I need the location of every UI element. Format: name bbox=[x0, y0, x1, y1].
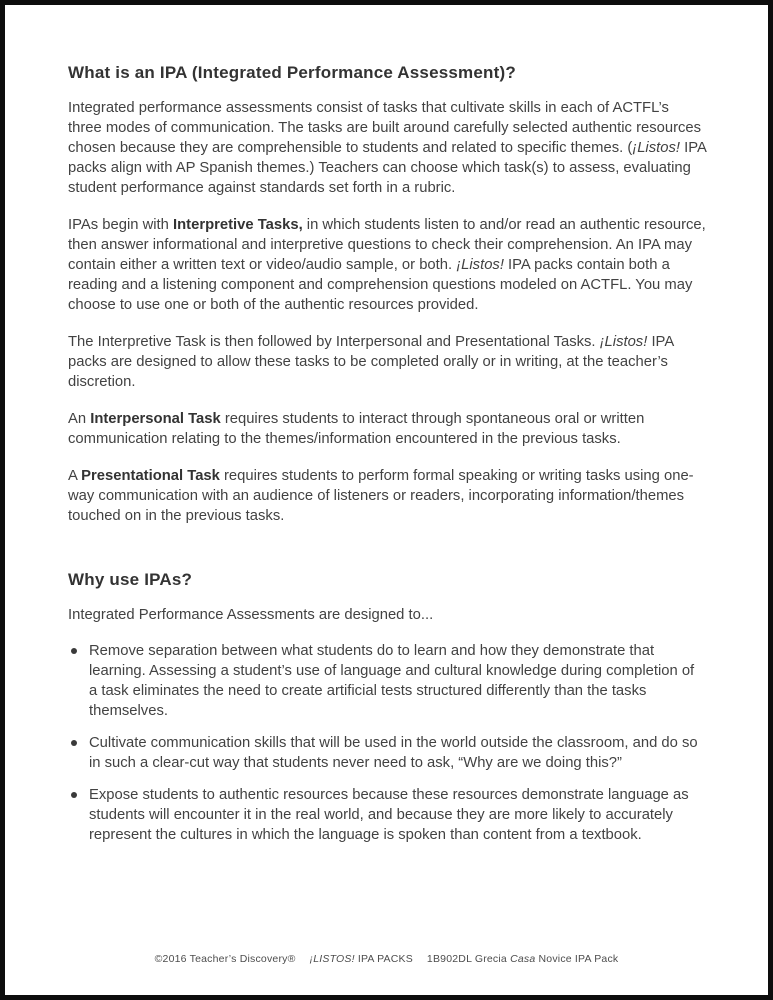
heading-why-use-ipas: Why use IPAs? bbox=[68, 570, 193, 589]
why-bullet-list bbox=[68, 641, 706, 845]
bullet-icon bbox=[71, 792, 77, 798]
heading-what-is-ipa: What is an IPA (Integrated Performance Assessment)? bbox=[68, 63, 516, 82]
bullet-icon bbox=[71, 740, 77, 746]
section-what-is-ipa bbox=[68, 63, 706, 526]
bullet-item-remove-separation bbox=[68, 641, 706, 721]
page-content bbox=[5, 5, 768, 845]
page-footer bbox=[5, 953, 768, 965]
bullet-text: Remove separation between what students do to learn and how they demonstrate that learning. Assessing a student’s use of language and cultural knowledge during completion of a task eliminates the need to create artificial tests structured differently than the tasks themselves. bbox=[89, 643, 695, 719]
paragraph-task-sequence: The Interpretive Task is then followed by Interpersonal and Presentational Tasks. ¡Listos! IPA packs are designed to allow these tasks to be completed orally or in writing, at the teacher’s discretion. bbox=[68, 334, 674, 390]
footer-copyright: ©2016 Teacher’s Discovery® bbox=[154, 953, 296, 965]
section-why-use-ipas bbox=[68, 570, 706, 845]
bullet-icon bbox=[71, 648, 77, 654]
paragraph-presentational-task: A Presentational Task requires students to perform formal speaking or writing tasks using one-way communication with an audience of listeners or readers, incorporating information/themes touched on in the previous tasks. bbox=[68, 468, 694, 524]
bullet-item-expose-authentic-resources bbox=[68, 785, 706, 845]
footer-pack-id: 1B902DL Grecia Casa Novice IPA Pack bbox=[426, 953, 619, 965]
why-intro-text: Integrated Performance Assessments are designed to... bbox=[68, 607, 434, 623]
bullet-item-cultivate-communication bbox=[68, 733, 706, 773]
paragraph-ipa-overview: Integrated performance assessments consist of tasks that cultivate skills in each of ACTFL’s three modes of communication. The tasks are built around carefully selected authentic resources chosen because they are comprehensible to students and related to specific themes. (¡Listos! IPA packs align with AP Spanish themes.) Teachers can choose which task(s) to assess, evaluating student performance against standards set forth in a rubric. bbox=[68, 100, 707, 196]
bullet-text: Cultivate communication skills that will be used in the world outside the classroom, and do so in such a clear-cut way that students never need to ask, “Why are we doing this?” bbox=[89, 735, 698, 771]
bullet-text: Expose students to authentic resources because these resources demonstrate language as students will encounter it in the real world, and because they are more likely to accurately represent the cultures in which the language is spoken than content from a textbook. bbox=[89, 787, 689, 843]
paragraph-interpersonal-task: An Interpersonal Task requires students to interact through spontaneous oral or written communication relating to the themes/information encountered in the previous tasks. bbox=[68, 411, 645, 447]
footer-product-line: ¡LISTOS! IPA PACKS bbox=[309, 953, 413, 965]
paragraph-interpretive-tasks: IPAs begin with Interpretive Tasks, in which students listen to and/or read an authentic resource, then answer informational and interpretive questions to check their comprehension. An IPA may contain either a written text or video/audio sample, or both. ¡Listos! IPA packs contain both a reading and a listening component and comprehension questions modeled on ACTFL. You may choose to use one or both of the authentic resources provided. bbox=[68, 217, 706, 313]
